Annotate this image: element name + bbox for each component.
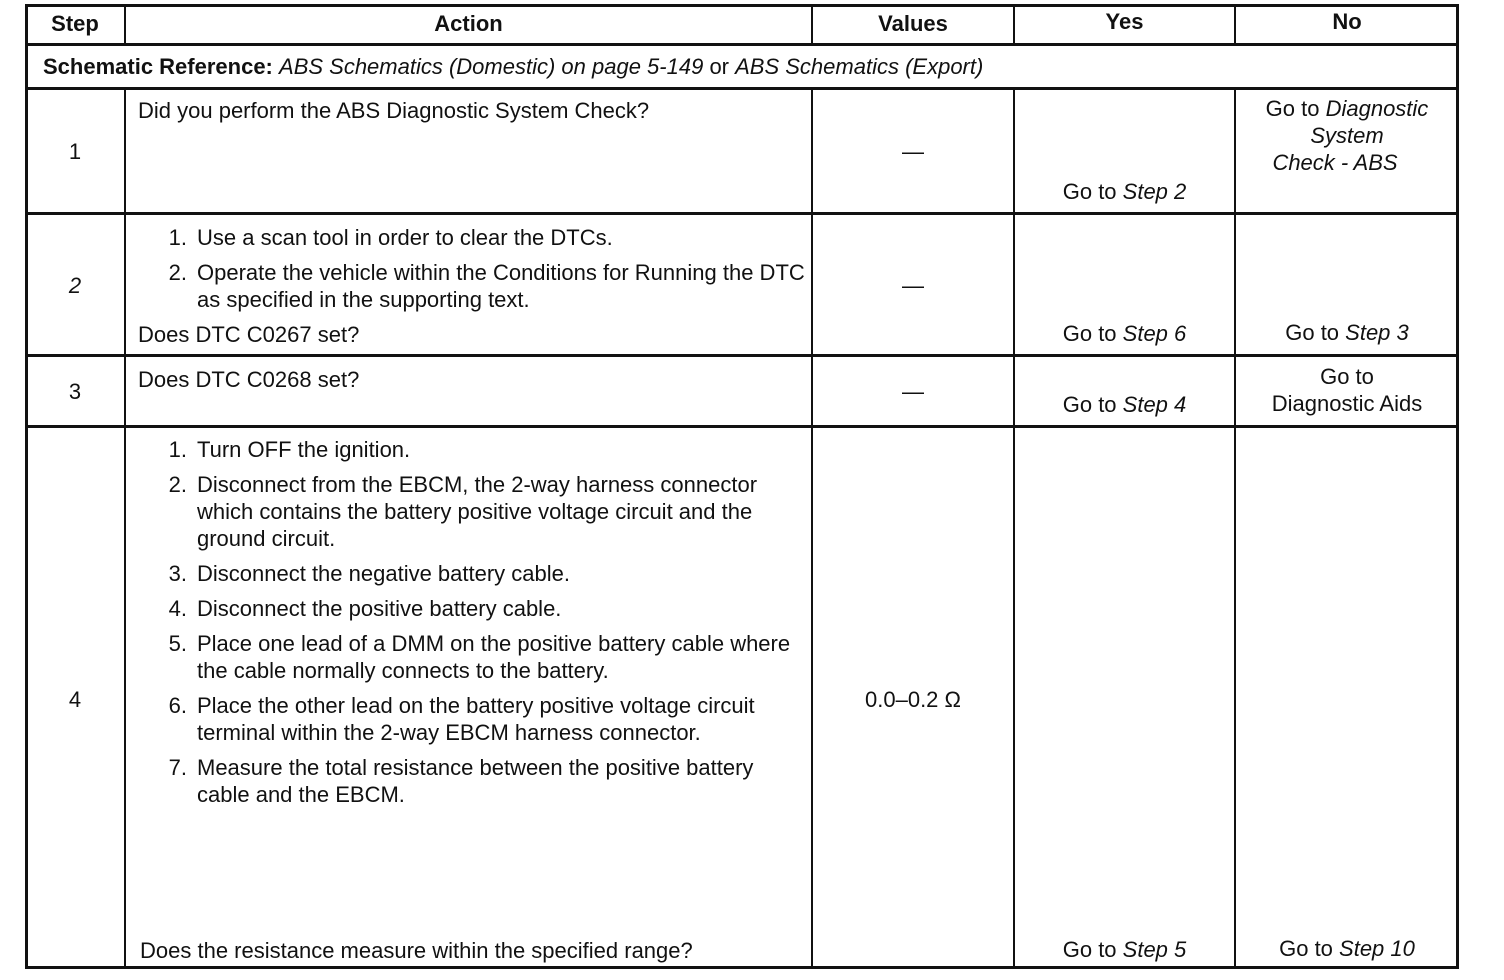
step-1-value: — xyxy=(902,139,924,164)
step-4-yes xyxy=(1014,936,1235,963)
step-4-number: 4 xyxy=(68,687,82,712)
goto-text: Go to xyxy=(1062,179,1123,204)
schematic-reference xyxy=(43,53,983,80)
row-divider xyxy=(25,354,1459,357)
step-3-action: Does DTC C0268 set? xyxy=(138,367,360,392)
goto-diagnostic-link[interactable]: Diagnostic xyxy=(1325,96,1429,121)
step-3-value: — xyxy=(902,379,924,404)
goto-step-link[interactable]: Step 10 xyxy=(1339,936,1415,961)
schematic-conj: or xyxy=(703,54,736,79)
header-step: Step xyxy=(51,11,99,36)
table-border-top xyxy=(25,4,1459,7)
step-4-no xyxy=(1235,935,1459,962)
step-2-no xyxy=(1235,319,1459,346)
step-4-value: 0.0–0.2 Ω xyxy=(865,687,961,712)
step-2-action-list xyxy=(157,224,807,321)
step-3-no xyxy=(1235,363,1459,417)
schematic-label: Schematic Reference: xyxy=(43,54,273,79)
col-divider xyxy=(124,88,126,969)
goto-diagnostic-link-2[interactable]: System xyxy=(1310,123,1384,148)
header-no: No xyxy=(1332,9,1362,34)
step-2-question: Does DTC C0267 set? xyxy=(138,322,360,347)
list-item: 1. Turn OFF the ignition. xyxy=(168,437,411,462)
goto-text: Go to xyxy=(1062,392,1123,417)
col-divider xyxy=(1013,88,1015,969)
step-1-no xyxy=(1235,95,1459,176)
list-item: 4. Disconnect the positive battery cable. xyxy=(168,596,562,621)
step-1-number: 1 xyxy=(68,139,82,164)
step-1-yes xyxy=(1014,178,1235,205)
list-item: 5. Place one lead of a DMM on the positive battery cable where the cable normally connects to the battery. xyxy=(168,631,791,683)
list-item: 3. Disconnect the negative battery cable. xyxy=(168,561,571,586)
list-item: 2. Operate the vehicle within the Conditions for Running the DTC as specified in the supporting text. xyxy=(168,260,805,312)
row-divider xyxy=(25,212,1459,215)
goto-step-link[interactable]: Step 6 xyxy=(1122,321,1187,346)
list-item: 2. Disconnect from the EBCM, the 2-way harness connector which contains the battery positive voltage circuit and the ground circuit. xyxy=(168,472,758,551)
goto-diagnostic-aids-link[interactable]: Diagnostic Aids xyxy=(1271,391,1423,416)
table-border-bottom xyxy=(25,966,1459,969)
schematic-ref-domestic: ABS Schematics (Domestic) on page 5-149 xyxy=(279,54,704,79)
goto-step-link[interactable]: Step 2 xyxy=(1122,179,1187,204)
step-4-question: Does the resistance measure within the specified range? xyxy=(140,938,693,963)
goto-step-link[interactable]: Step 3 xyxy=(1345,320,1409,345)
row-divider xyxy=(25,43,1459,46)
goto-text: Go to xyxy=(1265,96,1326,121)
step-2-value: — xyxy=(902,273,924,298)
step-3-yes xyxy=(1014,391,1235,418)
list-item: 1. Use a scan tool in order to clear the DTCs. xyxy=(168,225,613,250)
header-yes: Yes xyxy=(1105,9,1144,34)
col-divider xyxy=(811,88,813,969)
step-2-number: 2 xyxy=(68,273,82,298)
header-action: Action xyxy=(434,11,503,36)
list-item: 6. Place the other lead on the battery positive voltage circuit terminal within the 2-way EBCM harness connector. xyxy=(168,693,755,745)
row-divider xyxy=(25,87,1459,90)
goto-text: Go to xyxy=(1062,321,1123,346)
row-divider xyxy=(25,425,1459,428)
goto-step-link[interactable]: Step 4 xyxy=(1122,392,1187,417)
step-1-action: Did you perform the ABS Diagnostic System Check? xyxy=(138,98,650,123)
goto-text: Go to xyxy=(1320,364,1374,389)
goto-text: Go to xyxy=(1285,320,1346,345)
list-item: 7. Measure the total resistance between the positive battery cable and the EBCM. xyxy=(168,755,754,807)
step-4-action-list xyxy=(157,436,807,816)
goto-diagnostic-link-3[interactable]: Check - ABS xyxy=(1272,150,1398,175)
goto-text: Go to xyxy=(1062,937,1123,962)
step-3-number: 3 xyxy=(68,379,82,404)
diagnostic-table xyxy=(25,4,1459,969)
goto-step-link[interactable]: Step 5 xyxy=(1122,937,1187,962)
schematic-ref-export: ABS Schematics (Export) xyxy=(735,54,984,79)
goto-text: Go to xyxy=(1279,936,1340,961)
col-divider xyxy=(1234,88,1236,969)
header-values: Values xyxy=(878,11,948,36)
step-2-yes xyxy=(1014,320,1235,347)
